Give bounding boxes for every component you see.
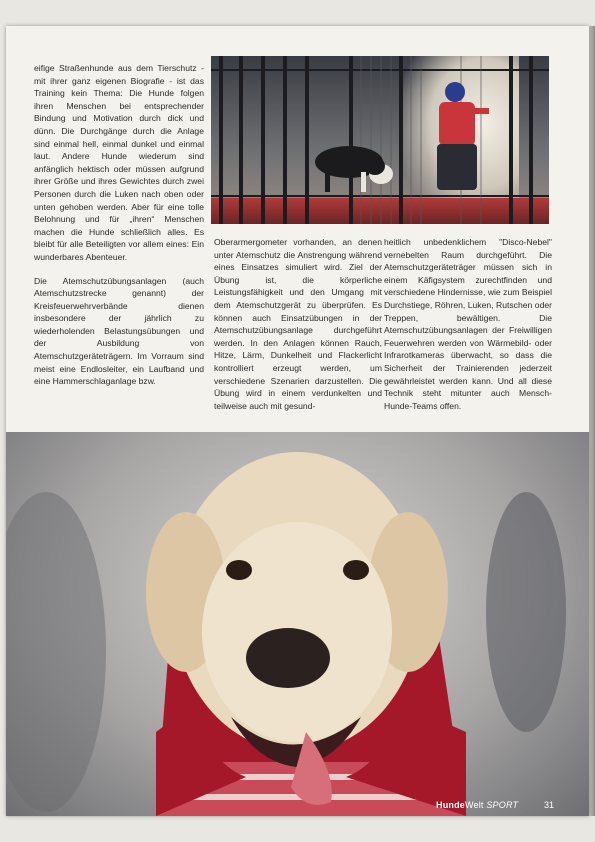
dog-right-eye <box>343 560 369 580</box>
kennel-training-photo <box>211 56 549 224</box>
page-number: 31 <box>544 800 555 810</box>
paragraph-2: Die Atemschutzübungsanlagen (auch Atemschutzstrecke genannt) der Kreisfeuerwehrverbände dienen insbesondere der jährlich zu wiederholenden Belastungsübungen und der Ausbildung von Atemschutzgeräteträgern. Im Vorraum sind meist eine Endlosleiter, ein Laufband und eine Hammerschlaganlage bzw. <box>34 275 204 387</box>
dog-nose <box>246 628 330 688</box>
brand-welt: Welt <box>465 800 484 810</box>
firefighter-figure <box>429 78 489 198</box>
text-column-1 <box>34 62 204 399</box>
text-column-3 <box>384 236 552 423</box>
paragraph-1: eifige Straßenhunde aus dem Tierschutz - mit ihrer ganz eigenen Biografie - ist das Training kein Thema: Die Hunde folgen ihren Menschen bei entsprechender Bindung und Motivation durch dick und dünn. Die Durchgänge durch die Anlage sind einmal hell, einmal dunkel und einmal laut. Andere Hunde wiederum sind anfänglich hektisch oder müssen aufgrund ihrer Größe und ihres Gewichtes durch zwei Personen durch die Luken nach oben oder unten gehoben werden. Aber für eine tolle Belohnung und für „ihren“ Menschen machen die Hunde schließlich alles. Es bleibt für alle Beteiligten vor allem eines: Ein wunderbares Abenteuer. <box>34 63 204 262</box>
border-collie-figure <box>307 118 397 198</box>
paragraph-4: heitlich unbedenklichem "Disco-Nebel" vernebelten Raum durchgeführt. Die Atemschutzgeräteträger müssen sich in einem Käfigsystem zurechtfinden und verschiedene Hindernisse, wie zum Beispiel Durchstiege, Röhren, Luken, Rutschen oder Treppen, bewältigen. Die Atemschutzübungsanlagen der Freiwilligen Feuerwehren werden von Wärmebild- oder Infrarotkameras überwacht, so dass die Sicherheit der Trainierenden jederzeit gewährleistet werden kann. Und all diese Technik steht mitunter auch Mensch-Hunde-Teams offen. <box>384 237 552 411</box>
magazine-brand <box>436 800 518 810</box>
magazine-page <box>6 26 589 816</box>
magazine-spine <box>589 26 595 816</box>
dog-left-eye <box>226 560 252 580</box>
dog-illustration <box>6 432 589 816</box>
paragraph-3: Oberarmergometer vorhanden, an denen unter Atemschutz die Anstrengung während eines Einsatzes simuliert wird. Ziel der Übung ist, die körperliche Leistungsfähigkeit und den Umgang mit dem Atemschutzgerät zu überprüfen. Es können auch Einsatzübungen in der Atemschutzübungsanlage durchgeführt werden. In den Anlagen können Rauch, Hitze, Lärm, Dunkelheit und Flackerlicht kontrolliert erzeugt werden, um verschiedene Szenarien darzustellen. Die Übung wird in einem verdunkelten und teilweise auch mit gesund- <box>214 237 382 411</box>
golden-retriever-photo <box>6 432 589 816</box>
brand-hunde: Hunde <box>436 800 465 810</box>
text-column-2 <box>214 236 382 423</box>
brand-sport: SPORT <box>486 800 519 810</box>
